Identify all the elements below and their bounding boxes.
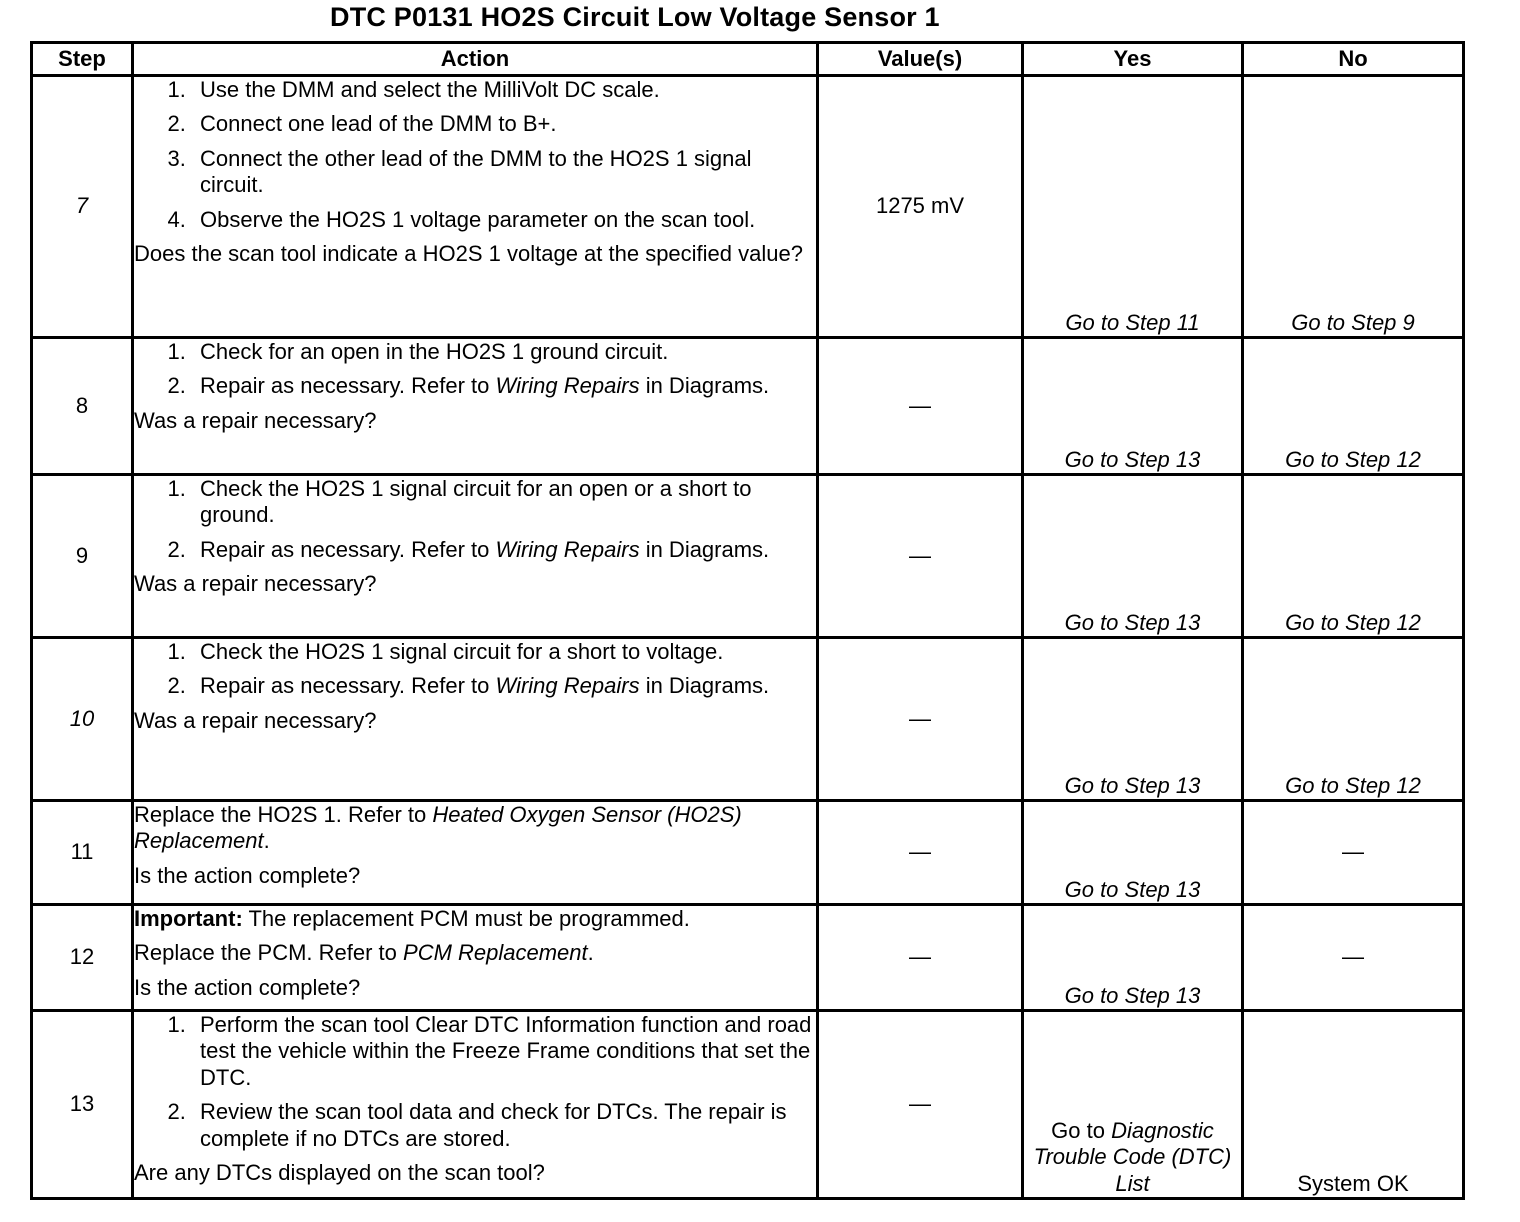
action-text: Use the DMM and select the MilliVolt DC scale. (200, 77, 660, 102)
column-header-values: Value(s) (818, 43, 1023, 76)
action-question: Is the action complete? (134, 862, 361, 888)
action-cell (133, 1011, 818, 1199)
yes-cell: Go to Step 13 (1023, 638, 1243, 801)
yes-cell: Go to Step 13 (1023, 475, 1243, 638)
action-question: Is the action complete? (134, 974, 361, 1000)
value-cell: 1275 mV (818, 76, 1023, 338)
action-list (134, 339, 816, 400)
step-number: 11 (32, 801, 133, 905)
action-question: Was a repair necessary? (134, 707, 377, 733)
dtc-table (30, 41, 1465, 1200)
important-note (134, 906, 816, 932)
yes-text: Go to (1051, 1117, 1112, 1143)
value-cell: — (818, 338, 1023, 475)
no-cell: Go to Step 9 (1243, 76, 1464, 338)
action-text: Check for an open in the HO2S 1 ground circuit. (200, 339, 669, 364)
yes-cell: Go to Step 13 (1023, 801, 1243, 905)
action-question: Does the scan tool indicate a HO2S 1 voltage at the specified value? (134, 240, 803, 266)
value-cell: — (818, 905, 1023, 1011)
reference-link-text: Heated Oxygen Sensor (HO2S) Replacement (134, 802, 742, 854)
reference-link-text: Wiring Repairs (495, 673, 640, 699)
table-row (32, 76, 1464, 338)
no-cell: — (1243, 801, 1464, 905)
column-header-step: Step (32, 43, 133, 76)
value-cell: — (818, 1011, 1023, 1199)
yes-cell: Go to Step 13 (1023, 905, 1243, 1011)
action-question: Was a repair necessary? (134, 407, 377, 433)
action-text: Repair as necessary. Refer to (200, 673, 496, 699)
action-cell (133, 76, 818, 338)
action-text: Connect one lead of the DMM to B+. (200, 111, 557, 137)
action-item (192, 339, 816, 365)
action-cell (133, 338, 818, 475)
action-cell (133, 905, 818, 1011)
action-cell (133, 801, 818, 905)
action-item (192, 476, 816, 529)
important-label: Important: (134, 906, 243, 931)
action-item (192, 207, 816, 233)
table-row (32, 638, 1464, 801)
step-number: 12 (32, 905, 133, 1011)
action-text: . (263, 828, 270, 854)
step-number: 8 (32, 338, 133, 475)
yes-cell: Go to Step 13 (1023, 338, 1243, 475)
column-header-no: No (1243, 43, 1464, 76)
action-text: Repair as necessary. Refer to (200, 536, 496, 562)
action-question: Are any DTCs displayed on the scan tool? (134, 1159, 545, 1185)
action-text: in Diagrams. (639, 536, 770, 562)
action-text: Repair as necessary. Refer to (200, 373, 496, 399)
value-cell: — (818, 638, 1023, 801)
action-item (192, 146, 816, 199)
action-item (192, 1099, 816, 1152)
action-item (192, 77, 816, 103)
action-list (134, 639, 816, 700)
action-text: in Diagrams. (639, 373, 770, 399)
table-row (32, 338, 1464, 475)
action-item (192, 537, 816, 563)
no-cell: — (1243, 905, 1464, 1011)
step-number: 10 (32, 638, 133, 801)
action-item (192, 111, 816, 137)
value-cell: — (818, 475, 1023, 638)
action-list (134, 1012, 816, 1152)
action-text: . (587, 940, 594, 966)
no-cell: Go to Step 12 (1243, 338, 1464, 475)
no-cell: Go to Step 12 (1243, 638, 1464, 801)
action-list (134, 77, 816, 233)
action-text: Replace the PCM. Refer to (134, 940, 404, 966)
no-cell: System OK (1243, 1011, 1464, 1199)
reference-link-text: Diagnostic Trouble Code (DTC) List (1033, 1117, 1232, 1196)
table-row (32, 1011, 1464, 1199)
yes-cell (1023, 1011, 1243, 1199)
reference-link-text: Wiring Repairs (495, 536, 640, 562)
action-cell (133, 475, 818, 638)
table-row (32, 905, 1464, 1011)
table-row (32, 801, 1464, 905)
column-header-action: Action (133, 43, 818, 76)
action-item (192, 1012, 816, 1091)
action-text: Check the HO2S 1 signal circuit for a short to voltage. (200, 639, 724, 664)
column-header-yes: Yes (1023, 43, 1243, 76)
action-text: Replace the HO2S 1. Refer to (134, 802, 433, 827)
table-row (32, 475, 1464, 638)
value-cell: — (818, 801, 1023, 905)
action-item (192, 639, 816, 665)
reference-link-text: PCM Replacement (403, 940, 588, 966)
action-text: Observe the HO2S 1 voltage parameter on the scan tool. (200, 206, 756, 232)
table-header-row (32, 43, 1464, 76)
yes-cell: Go to Step 11 (1023, 76, 1243, 338)
action-item (192, 373, 816, 399)
action-item (192, 673, 816, 699)
reference-link-text: Wiring Repairs (495, 373, 640, 399)
action-text: in Diagrams. (639, 673, 770, 699)
action-text: Perform the scan tool Clear DTC Information function and road test the vehicle within the Freeze Frame conditions that set the DTC. (200, 1012, 812, 1090)
action-text: Review the scan tool data and check for DTCs. The repair is complete if no DTCs are stored. (200, 1099, 787, 1151)
action-instruction (134, 940, 816, 966)
page-title: DTC P0131 HO2S Circuit Low Voltage Sensor 1 (330, 2, 940, 32)
no-cell: Go to Step 12 (1243, 475, 1464, 638)
action-list (134, 476, 816, 563)
action-text: Check the HO2S 1 signal circuit for an open or a short to ground. (200, 476, 752, 528)
step-number: 13 (32, 1011, 133, 1199)
action-instruction (134, 802, 816, 855)
important-text: The replacement PCM must be programmed. (242, 906, 690, 931)
step-number: 7 (32, 76, 133, 338)
step-number: 9 (32, 475, 133, 638)
action-text: Connect the other lead of the DMM to the HO2S 1 signal circuit. (200, 145, 752, 198)
action-cell (133, 638, 818, 801)
action-question: Was a repair necessary? (134, 571, 377, 597)
